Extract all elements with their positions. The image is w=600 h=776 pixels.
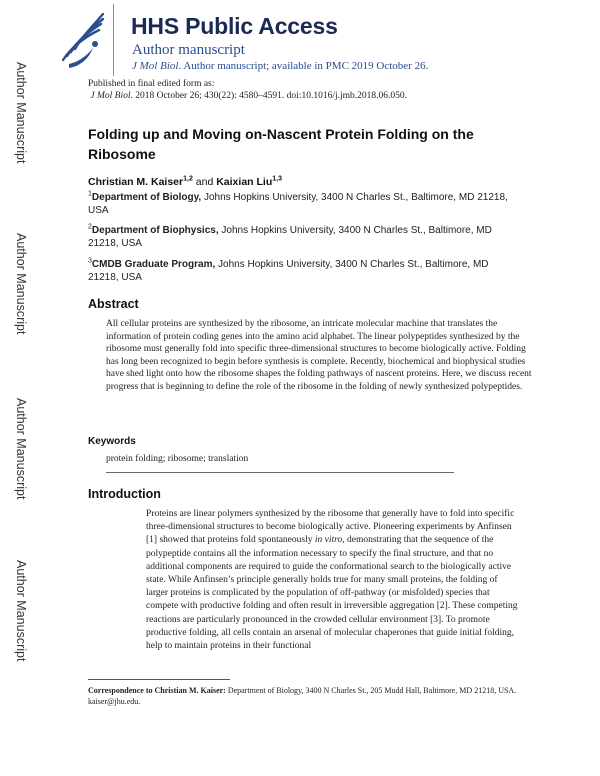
side-label-author-manuscript: Author Manuscript <box>14 233 28 335</box>
journal-name: J Mol Biol <box>132 60 179 72</box>
correspondence-footnote <box>88 686 518 707</box>
affiliation <box>88 224 508 250</box>
intro-text-italic: in vitro <box>314 535 343 546</box>
side-label-author-manuscript: Author Manuscript <box>14 62 28 164</box>
affiliation-dept: Department of Biophysics, <box>91 225 219 236</box>
footnote-divider <box>88 679 230 680</box>
affiliation-address: Johns Hopkins University, 3400 N Charles St., Baltimore, MD 21218, USA <box>88 259 489 283</box>
publication-journal: J Mol Biol <box>90 91 131 101</box>
abstract-text: All cellular proteins are synthesized by the ribosome, an intricate molecular machine that translates the information of protein coding genes into the amino acid alphabet. The linear polypeptides synthesized by the ribosome must generally fold into specific three-dimensional structures to become biologically active. Folding has long been recognized to begin before synthesis is complete. Recently, biochemical and biophysical studies have shed light onto how the ribosome shapes the folding pathways of nascent proteins. Here, we discuss recent progress that is beginning to define the role of the ribosome in the folding of newly synthesized polypeptides. <box>106 319 532 392</box>
author-name: Kaixian Liu <box>216 176 273 188</box>
author-line <box>88 176 282 188</box>
side-label-author-manuscript: Author Manuscript <box>14 560 28 662</box>
author-affiliation-sup: 1,3 <box>272 175 282 183</box>
affiliation <box>88 191 508 217</box>
introduction-text <box>146 508 518 653</box>
footnote-label: Correspondence to Christian M. Kaiser: <box>88 686 226 695</box>
keywords-heading: Keywords <box>88 436 136 447</box>
affiliation-sup: 1 <box>88 190 92 198</box>
author-name: Christian M. Kaiser <box>88 176 184 188</box>
intro-text-part: Proteins are linear polymers synthesized by the ribosome that generally have to fold into specific three-dimensional structures to become biologically active. Pioneering experiments by Anfinsen [1] showed that proteins fold spontaneously <box>146 509 515 546</box>
affiliation-address: Johns Hopkins University, 3400 N Charles St., Baltimore, MD 21218, USA <box>88 225 492 249</box>
affiliation-dept: CMDB Graduate Program, <box>91 259 216 270</box>
publication-line2 <box>88 90 407 102</box>
affiliation-dept: Department of Biology, <box>91 192 202 203</box>
publication-line1: Published in final edited form as: <box>88 79 215 89</box>
hhs-header <box>49 4 544 76</box>
introduction-heading: Introduction <box>88 487 161 501</box>
intro-text-part: , demonstrating that the sequence of the polypeptide contains all the information necessary to specify the final structure, and that no additional components are required to guide the conformational search to the biologically active state. While Anfinsen’s principle generally holds true for many small proteins, the folding of larger proteins is complicated by the population of off-pathway (or misfolded) species that compete with productive folding and often result in irreversible aggregation [2]. These competing reactions are particularly pronounced in the crowded cellular environment [3]. To promote productive folding, all cells contain an arsenal of molecular chaperones that guide initial folding, help to maintain proteins in their functional <box>146 535 518 652</box>
header-title: HHS Public Access <box>131 13 338 39</box>
hhs-eagle-icon <box>49 4 115 76</box>
journal-availability: . Author manuscript; available in PMC 2019 October 26. <box>178 60 429 72</box>
affiliation-sup: 3 <box>88 257 92 265</box>
header-journal-line <box>132 60 428 72</box>
header-subtitle: Author manuscript <box>132 42 245 58</box>
header-divider <box>113 4 114 76</box>
author-affiliation-sup: 1,2 <box>183 175 193 183</box>
affiliation-sup: 2 <box>88 223 92 231</box>
publication-info <box>88 78 407 102</box>
footnote-text: Department of Biology, 3400 N Charles St., 205 Mudd Hall, Baltimore, MD 21218, USA. kaiser@jhu.edu. <box>88 686 517 706</box>
publication-citation: . 2018 October 26; 430(22): 4580–4591. doi:10.1016/j.jmb.2018.06.050. <box>130 91 408 101</box>
side-label-author-manuscript: Author Manuscript <box>14 398 28 500</box>
paper-title: Folding up and Moving on-Nascent Protein Folding on the Ribosome <box>88 126 474 162</box>
keywords-text: protein folding; ribosome; translation <box>106 454 249 464</box>
abstract-heading: Abstract <box>88 297 139 311</box>
author-conjunction: and <box>192 176 217 188</box>
affiliation <box>88 258 508 284</box>
affiliation-address: Johns Hopkins University, 3400 N Charles St., Baltimore, MD 21218, USA <box>88 192 508 216</box>
keywords-divider <box>106 472 454 473</box>
